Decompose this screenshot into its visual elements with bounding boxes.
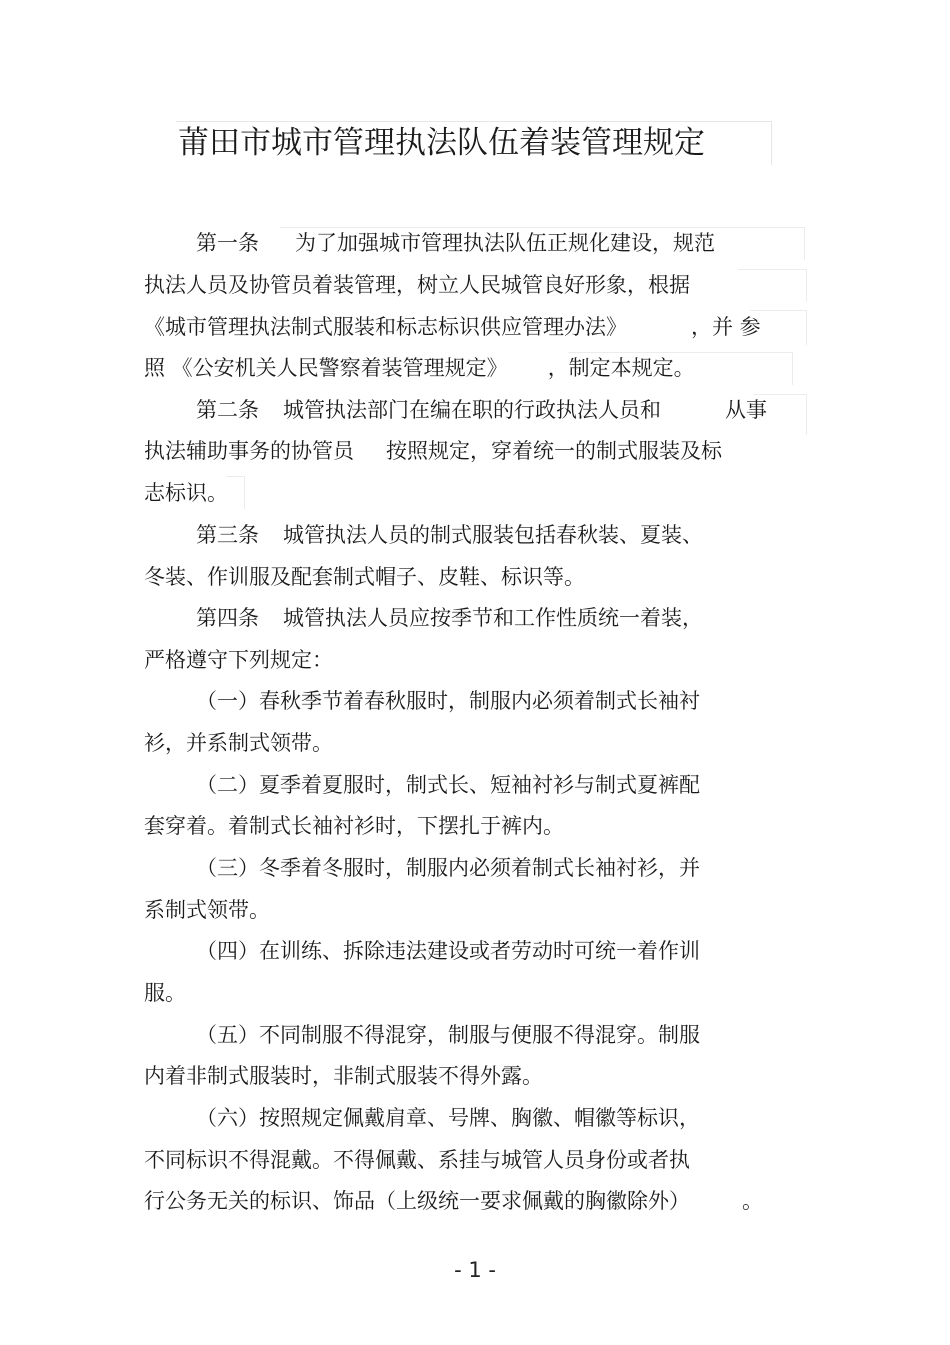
article-4-label: 第四条: [196, 606, 259, 630]
item-6-line-2: 不同标识不得混戴。不得佩戴、系挂与城管人员身份或者执: [144, 1148, 690, 1172]
article-1-line-3: 《城市管理执法制式服装和标志标识供应管理办法》 ，并 参: [144, 315, 761, 339]
article-1-label: 第一条: [196, 231, 259, 255]
page-number: - 1 -: [454, 1258, 496, 1282]
item-4-line-2: 服。: [144, 981, 186, 1005]
article-4-line-1: 第四条 城管执法人员应按季节和工作性质统一着装，: [196, 606, 703, 630]
item-6-line-3: 行公务无关的标识、饰品（上级统一要求佩戴的胸徽除外） 。: [144, 1189, 763, 1213]
article-2-line-2: 执法辅助事务的协管员 按照规定，穿着统一的制式服装及标: [144, 439, 722, 463]
item-2-line-2: 套穿着。着制式长袖衬衫时，下摆扎于裤内。: [144, 814, 564, 838]
article-2-line-3: 志标识。: [144, 481, 228, 505]
article-3-label: 第三条: [196, 523, 259, 547]
article-3-line-2: 冬装、作训服及配套制式帽子、皮鞋、标识等。: [144, 565, 585, 589]
article-1-line-2: 执法人员及协管员着装管理，树立人民城管良好形象，根据: [144, 273, 690, 297]
article-1-text: 为了加强城市管理执法队伍正规化建设，规范: [295, 231, 715, 255]
text-frame: [738, 269, 807, 302]
item-5-line-1: （五）不同制服不得混穿，制服与便服不得混穿。制服: [196, 1023, 700, 1047]
item-4-line-1: （四）在训练、拆除违法建设或者劳动时可统一着作训: [196, 939, 700, 963]
article-4-line-2: 严格遵守下列规定：: [144, 648, 333, 672]
document-title: 莆田市城市管理执法队伍着装管理规定: [178, 125, 705, 161]
item-6-line-1: （六）按照规定佩戴肩章、号牌、胸徽、帽徽等标识，: [196, 1106, 700, 1130]
article-1-line-4: 照 《公安机关人民警察着装管理规定》 ，制定本规定。: [144, 356, 695, 380]
item-1-line-1: （一）春秋季节着春秋服时，制服内必须着制式长袖衬: [196, 689, 700, 713]
item-3-line-1: （三）冬季着冬服时，制服内必须着制式长袖衬衫，并: [196, 856, 700, 880]
text-frame: [226, 476, 245, 509]
item-2-line-1: （二）夏季着夏服时，制式长、短袖衬衫与制式夏裤配: [196, 773, 700, 797]
item-5-line-2: 内着非制式服装时，非制式服装不得外露。: [144, 1064, 543, 1088]
item-3-line-2: 系制式领带。: [144, 898, 270, 922]
article-1-line-1: [196, 229, 715, 257]
item-1-line-2: 衫，并系制式领带。: [144, 731, 333, 755]
article-2-label: 第二条: [196, 398, 259, 422]
article-3-line-1: 第三条 城管执法人员的制式服装包括春秋装、夏装、: [196, 523, 703, 547]
article-2-line-1: 第二条 城管执法部门在编在职的行政执法人员和 从事: [196, 398, 767, 422]
